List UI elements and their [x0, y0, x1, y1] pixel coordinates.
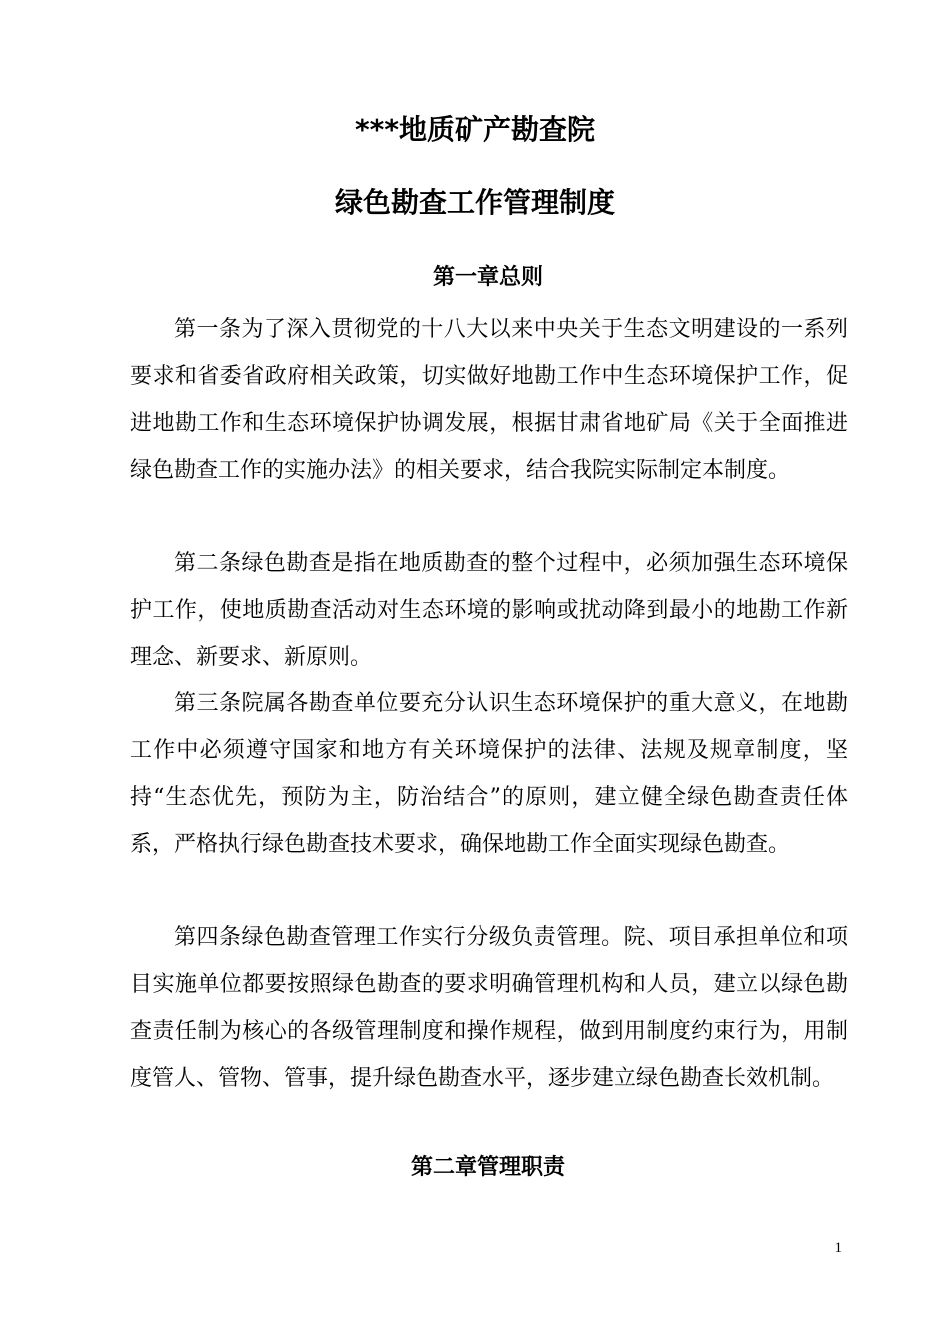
page-number: 1 — [834, 1240, 842, 1256]
document-title-institute: ***地质矿产勘查院 — [355, 113, 595, 146]
article-4-paragraph: 第四条绿色勘查管理工作实行分级负责管理。院、项目承担单位和项目实施单位都要按照绿色勘查的要求明确管理机构和人员，建立以绿色勘查责任制为核心的各级管理制度和操作规程，做到用制度约束行为，用制度管人、管物、管事，提升绿色勘查水平，逐步建立绿色勘查长效机制。 — [130, 925, 848, 1091]
chapter-1-heading: 第一章总则 — [432, 264, 543, 290]
chapter-2-heading: 第二章管理职责 — [410, 1154, 565, 1180]
document-title-regulation: 绿色勘查工作管理制度 — [334, 186, 615, 219]
article-3-paragraph: 第三条院属各勘查单位要充分认识生态环境保护的重大意义，在地勘工作中必须遵守国家和地方有关环境保护的法律、法规及规章制度，坚持“生态优先，预防为主，防治结合”的原则，建立健全绿色勘查责任体系，严格执行绿色勘查技术要求，确保地勘工作全面实现绿色勘查。 — [130, 691, 848, 857]
article-1-paragraph: 第一条为了深入贯彻党的十八大以来中央关于生态文明建设的一系列要求和省委省政府相关政策，切实做好地勘工作中生态环境保护工作，促进地勘工作和生态环境保护协调发展，根据甘肃省地矿局《关于全面推进绿色勘查工作的实施办法》的相关要求，结合我院实际制定本制度。 — [130, 317, 848, 483]
article-2-paragraph: 第二条绿色勘查是指在地质勘查的整个过程中，必须加强生态环境保护工作，使地质勘查活动对生态环境的影响或扰动降到最小的地勘工作新理念、新要求、新原则。 — [130, 551, 848, 670]
